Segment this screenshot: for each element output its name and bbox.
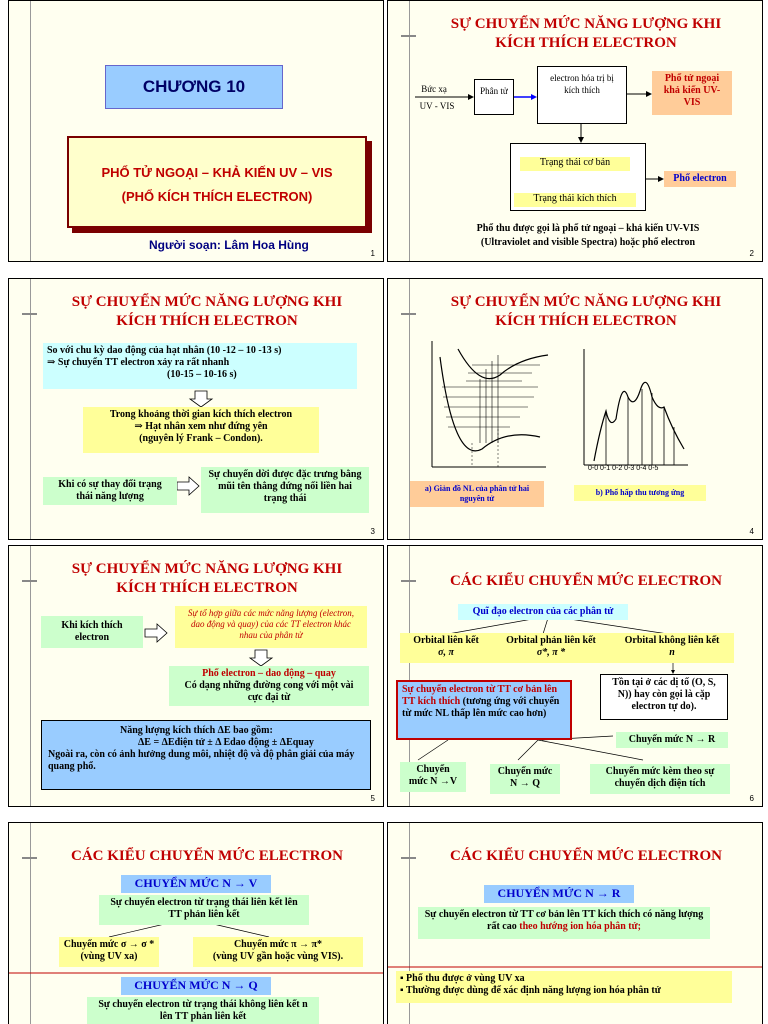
- slide-number: 4: [749, 527, 754, 536]
- n-r-notes: [396, 971, 732, 1003]
- n-v-transition: Chuyển mức N →V: [400, 762, 466, 792]
- n-r-description: [418, 907, 710, 939]
- excited-electron-box: electron hóa trị bị kích thích: [537, 66, 627, 124]
- transition-note: (tương ứng với chuyển từ mức NL thấp lên mức cao hơn): [402, 696, 560, 719]
- uvvis-label: UV - VIS: [419, 101, 455, 111]
- slide-4: [387, 278, 763, 540]
- fact-2b: ⇒ Hạt nhân xem như đứng yên: [134, 421, 268, 432]
- radiation-label: Bức xạ: [421, 84, 447, 94]
- progression-axis-labels: 0-0 0-1 0-2 0-3 0-4 0-5: [588, 465, 659, 472]
- antibonding-label: Orbital phản liên kết: [506, 635, 596, 646]
- slide-7: [8, 822, 384, 1024]
- slide-2: [387, 0, 763, 262]
- energy-box: [41, 720, 371, 790]
- slide-rule: [30, 1, 31, 261]
- slide-title: CÁC KIỂU CHUYỂN MỨC ELECTRON: [450, 573, 722, 589]
- spectrum-box: [169, 666, 369, 706]
- nonbonding-orbital: [610, 633, 734, 663]
- title-line-2: KÍCH THÍCH ELECTRON: [116, 313, 298, 329]
- slide-number: 6: [749, 794, 754, 803]
- topic-box: [67, 136, 367, 228]
- title-line-2: KÍCH THÍCH ELECTRON: [116, 580, 298, 596]
- excite-box: Khi kích thích electron: [41, 616, 143, 648]
- nonbonding-label: Orbital không liên kết: [624, 635, 720, 646]
- caption-line-2: (Ultraviolet and visible Spectra) hoặc phổ electron: [480, 237, 696, 248]
- n-v-description: Sự chuyển electron từ trạng thái liên kết lên TT phản liên kết: [99, 895, 309, 925]
- electron-spectrum-box: Phổ electron: [664, 171, 736, 187]
- bonding-label: Orbital liên kết: [413, 635, 479, 646]
- n-q-heading: CHUYỂN MỨC N → Q: [121, 977, 271, 995]
- slide-number: 1: [370, 249, 375, 258]
- caption-b: b) Phổ hấp thu tương ứng: [574, 485, 706, 501]
- transition-box: [396, 680, 572, 740]
- transition-main: Sự chuyển electron từ TT cơ bản lên TT kích thích: [402, 684, 558, 707]
- note-1-text: Phổ thu được ở vùng UV xa: [406, 973, 525, 984]
- n-r-transition: Chuyển mức N → R: [616, 732, 728, 748]
- slide-3: [8, 278, 384, 540]
- fact-2a: Trong khoảng thời gian kích thích electron: [109, 409, 293, 420]
- title-line-1: SỰ CHUYỂN MỨC NĂNG LƯỢNG KHI: [450, 294, 722, 310]
- author: Người soạn: Lâm Hoa Hùng: [149, 238, 309, 252]
- bonding-orbital: [400, 633, 492, 663]
- ground-state-box: Trạng thái cơ bản: [520, 157, 630, 171]
- topic-line-2: (PHỔ KÍCH THÍCH ELECTRON): [121, 189, 313, 204]
- fact-1c: (10-15 – 10-16 s): [167, 369, 237, 380]
- pi-label: Chuyển mức π → π*: [233, 939, 323, 950]
- sigma-label: Chuyển mức σ → σ *: [63, 939, 155, 950]
- fact-1b: ⇒ Sự chuyển TT electron xảy ra rất nhanh: [47, 357, 230, 368]
- n-r-ionization: theo hướng ion hóa phân tử;: [519, 921, 641, 932]
- excited-state-box: Trạng thái kích thích: [514, 193, 636, 207]
- energy-formula: ΔE = ΔEđiện tử ± Δ Edao động ± ΔEquay: [138, 737, 314, 748]
- charge-transfer-transition: Chuyển mức kèm theo sự chuyển dịch điện tích: [590, 764, 730, 794]
- molecule-box: Phân tử: [474, 79, 514, 115]
- title-line-1: SỰ CHUYỂN MỨC NĂNG LƯỢNG KHI: [71, 561, 343, 577]
- lone-pair-box: Tồn tại ở các dị tố (O, S, N)) hay còn gọi là cặp electron tự do).: [600, 674, 728, 720]
- title-line-2: KÍCH THÍCH ELECTRON: [495, 35, 677, 51]
- fact-1a: So với chu kỳ dao động của hạt nhân (10 -12 – 10 -13 s): [47, 345, 282, 356]
- fact-box-2: [83, 407, 319, 453]
- antibonding-symbols: σ*, π *: [536, 647, 566, 658]
- slide-6: [387, 545, 763, 807]
- slide-title: CÁC KIỂU CHUYỂN MỨC ELECTRON: [450, 848, 722, 864]
- n-r-heading: CHUYỂN MỨC N → R: [484, 885, 634, 903]
- sigma-region: (vùng UV xa): [80, 951, 138, 962]
- sigma-transition: [59, 937, 159, 967]
- slide-title: CÁC KIỂU CHUYỂN MỨC ELECTRON: [71, 848, 343, 864]
- chapter-title: CHƯƠNG 10: [142, 77, 246, 96]
- slide-number: 5: [370, 794, 375, 803]
- bonding-symbols: σ, π: [438, 647, 454, 658]
- slide-5: [8, 545, 384, 807]
- antibonding-orbital: [492, 633, 610, 663]
- chapter-box: [105, 65, 283, 109]
- n-q-transition: Chuyển mức N → Q: [490, 764, 560, 794]
- energy-note: Ngoài ra, còn có ảnh hưởng dung môi, nhiệt độ và độ phân giải của máy quang phổ.: [48, 749, 355, 772]
- uvvis-spectrum-box: Phổ tử ngoại khả kiến UV-VIS: [652, 71, 732, 115]
- note-1: ▪ Phổ thu được ở vùng UV xa: [400, 973, 525, 984]
- slide-number: 2: [749, 249, 754, 258]
- caption-a: a) Giản đồ NL của phân tử hai nguyên tử: [410, 481, 544, 507]
- orbital-header: Quĩ đạo electron của các phân tử: [458, 604, 628, 620]
- pi-region: (vùng UV gần hoặc vùng VIS).: [212, 951, 344, 962]
- fact-box-4: Sự chuyển dời được đặc trưng bằng mũi tên thẳng đứng nối liền hai trạng thái: [201, 467, 369, 513]
- n-v-heading: CHUYỂN MỨC N → V: [121, 875, 271, 893]
- note-2-text: Thường được dùng để xác định năng lượng ion hóa phân tử: [405, 985, 661, 996]
- slide-8: [387, 822, 763, 1024]
- topic-line-1: PHỔ TỬ NGOẠI – KHẢ KIẾN UV – VIS: [101, 165, 333, 180]
- n-r-main: Sự chuyển electron từ TT cơ bản lên TT kích thích có năng lượng rất cao: [424, 909, 704, 932]
- energy-heading: Năng lượng kích thích ΔE bao gồm:: [120, 725, 273, 736]
- title-line-1: SỰ CHUYỂN MỨC NĂNG LƯỢNG KHI: [450, 16, 722, 32]
- fact-box-3: Khi có sự thay đổi trạng thái năng lượng: [43, 477, 177, 505]
- spectrum-shape: Có dạng những đường cong với một vài cực đại từ: [184, 680, 354, 703]
- combination-box: Sự tổ hợp giữa các mức năng lượng (electron, dao động và quay) của các TT electron khác nhau của phân tử: [175, 606, 367, 648]
- slide-number: 3: [370, 527, 375, 536]
- note-2: ▪ Thường được dùng để xác định năng lượng ion hóa phân tử: [400, 985, 661, 996]
- caption-line-1: Phổ thu được gọi là phổ tử ngoại – khả kiến UV-VIS: [476, 223, 700, 234]
- slide-1: [8, 0, 384, 262]
- title-line-2: KÍCH THÍCH ELECTRON: [495, 313, 677, 329]
- title-line-1: SỰ CHUYỂN MỨC NĂNG LƯỢNG KHI: [71, 294, 343, 310]
- pi-transition: [193, 937, 363, 967]
- nonbonding-symbols: n: [669, 647, 675, 658]
- fact-2c: (nguyên lý Frank – Condon).: [139, 433, 263, 444]
- spectrum-type: Phổ electron – dao động – quay: [202, 668, 336, 679]
- n-q-description: Sự chuyển electron từ trạng thái không liên kết n lên TT phản liên kết: [87, 997, 319, 1024]
